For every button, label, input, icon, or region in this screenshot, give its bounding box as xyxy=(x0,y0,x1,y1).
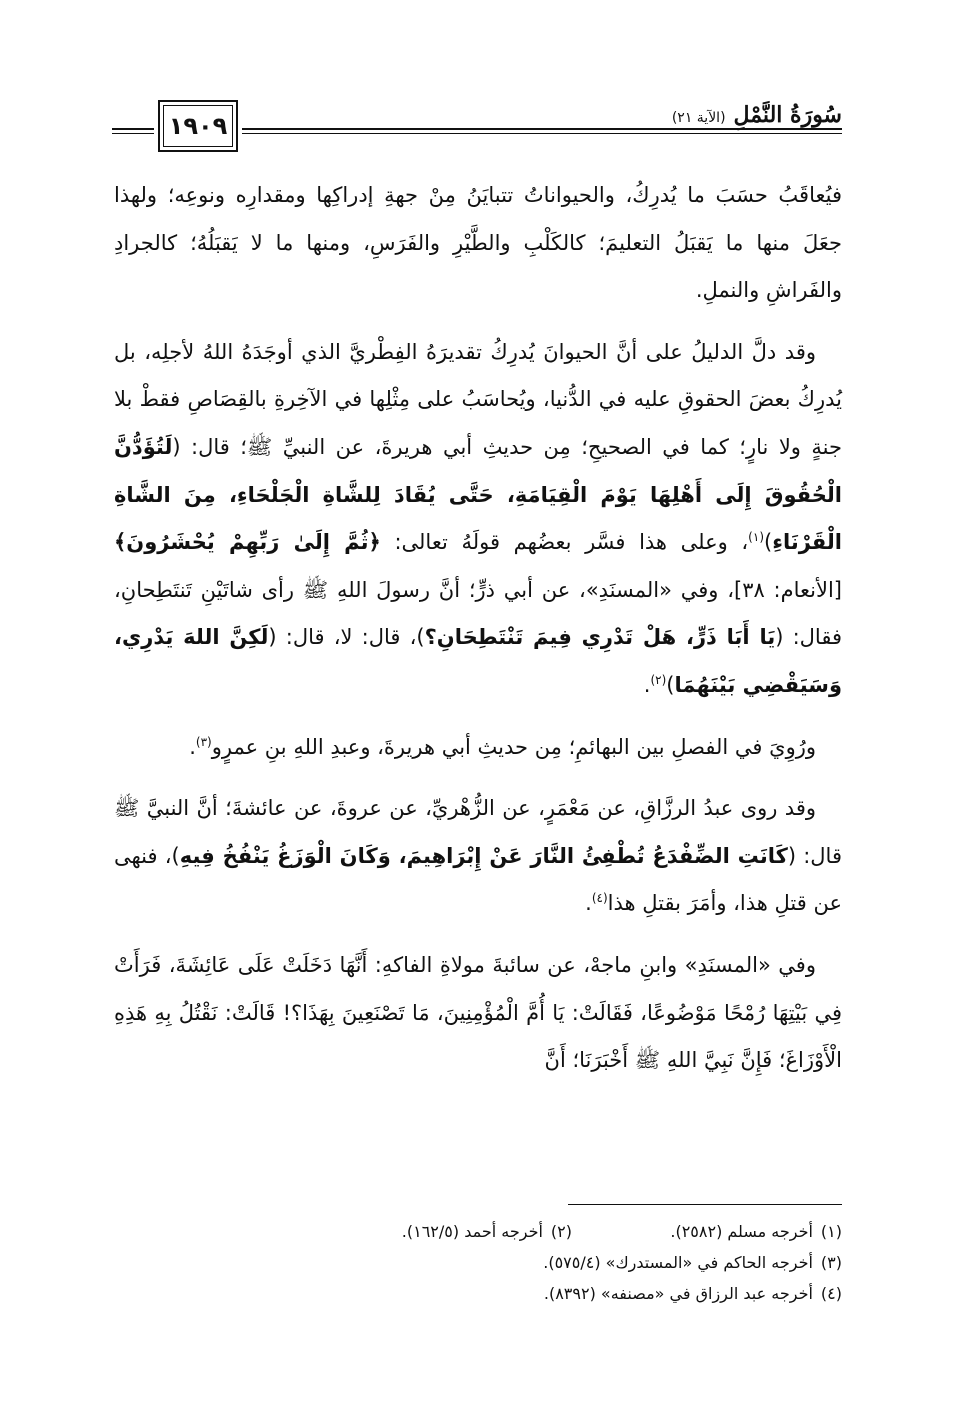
running-title xyxy=(662,102,842,128)
footnote-ref-4: (٤) xyxy=(591,891,608,906)
paragraph-4 xyxy=(114,785,842,928)
footnote-text: أخرجه الحاكم في «المستدرك» (٥٧٥/٤). xyxy=(543,1253,813,1272)
page-number: ١٩٠٩ xyxy=(163,105,233,147)
paragraph-4-text-a: وقد روى عبدُ الرزَّاقِ، عن مَعْمَرٍ، عن الزُّهْريِّ، عن عروةَ، عن عائشةَ؛ أنَّ النبيَّ ﷺ قال: ( xyxy=(114,796,842,868)
footnote-ref-1: (١) xyxy=(748,530,764,545)
paragraph-3-text: ورُوِيَ في الفصلِ بين البهائمِ؛ مِن حديثِ أبي هريرةَ، وعبدِ اللهِ بنِ عمرٍو xyxy=(211,734,816,759)
footnote-text: أخرجه عبد الرزاق في «مصنفه» (٨٣٩٢). xyxy=(543,1284,813,1303)
hadith-quote-1: لَتُؤَدُّنَّ الْحُقُوقَ إِلَى أَهْلِهَا يَوْمَ الْقِيَامَةِ، حَتَّى يُقَادَ لِلشَّاةِ الْجَلْحَاءِ، مِنَ الشَّاةِ الْقَرْنَاءِ xyxy=(114,434,842,555)
footnotes xyxy=(114,1216,842,1309)
footnote-3 xyxy=(543,1247,842,1278)
footnote-2 xyxy=(402,1216,572,1247)
footnote-text: أخرجه مسلم (٢٥٨٢). xyxy=(670,1222,813,1241)
page-header xyxy=(112,100,842,160)
paragraph-1: فيُعاقَبُ حسَبَ ما يُدرِكُ، والحيواناتُ تتبايَنُ مِنْ جهةِ إدراكِها ومقدارِه ونوعِه؛ ولهذا جعَلَ منها ما يَقبَلُ التعليمَ؛ كالكَلْبِ والطَّيْرِ والفَرَسِ، ومنها ما لا يَقبَلُهُ؛ كالجرادِ والفَراشِ والنملِ. xyxy=(114,183,842,303)
paragraph-2-text-c: [الأنعام: ٣٨]، وفي «المسنَدِ»، عن أبي ذرٍّ؛ أنَّ رسولَ اللهِ ﷺ رأى شاتَيْنِ تَنتَطِحانِ، فقال: ( xyxy=(114,577,842,650)
footnote-number: (١) xyxy=(820,1222,842,1241)
footnote-ref-3: (٣) xyxy=(195,734,212,749)
paragraph-3-end: . xyxy=(189,734,196,759)
hadith-quote-3: لَكِنَّ اللهَ يَدْرِي، وَسَيَقْضِي بَيْنَهُمَا xyxy=(114,625,842,697)
surah-name: سُورَةُ النَّمْلِ xyxy=(733,102,842,128)
footnote-number: (٣) xyxy=(820,1253,842,1272)
ayah-reference: (الآية ٢١) xyxy=(671,110,726,126)
footnote-row xyxy=(114,1278,842,1309)
footnote-1 xyxy=(572,1216,842,1247)
footnote-number: (٢) xyxy=(550,1222,572,1241)
paragraph-2-text-d: )، قال: لا، قال: ( xyxy=(268,625,425,650)
footnote-row xyxy=(114,1216,842,1247)
paragraph-5: وفي «المسنَدِ» وابنِ ماجهْ، عن سائبةَ مولاةِ الفاكهِ: أَنَّهَا دَخَلَتْ عَلَى عَائِشَةَ، فَرَأَتْ فِي بَيْتِهَا رُمْحًا مَوْضُوعًا، فَقَالَتْ: يَا أُمَّ الْمُؤْمِنِينَ، مَا تَصْنَعِينَ بِهَذَا؟! قَالَتْ: نَقْتُلُ بِهِ هَذِهِ الْأَوْزَاغَ؛ فَإِنَّ نَبِيَّ اللهِ ﷺ أَخْبَرَنَا؛ أَنَّ xyxy=(114,952,842,1073)
hadith-quote-2: يَا أَبَا ذَرٍّ، هَلْ تَدْرِي فِيمَ تَنْتَطِحَانِ؟ xyxy=(424,625,776,650)
main-text xyxy=(114,172,842,1099)
page-number-frame xyxy=(158,100,238,152)
paragraph-2-end: . xyxy=(643,672,651,697)
header-rule xyxy=(242,128,842,134)
paragraph-4-text-b: )، فنهى عن قتلِ هذا، وأمَرَ بقتلِ هذا xyxy=(114,843,842,916)
paragraph-2-text-b: ، وعلى هذا فسَّر بعضُهم قولَهُ تعالى: xyxy=(380,530,749,555)
header-rule-left xyxy=(112,128,154,134)
footnote-text: أخرجه أحمد (١٦٢/٥). xyxy=(401,1222,543,1241)
paragraph-2-text-a: وقد دلَّ الدليلُ على أنَّ الحيوانَ يُدرِكُ تقديرَهُ الفِطْريَّ الذي أوجَدَهُ اللهُ لأجلِه، بل يُدرِكُ بعضَ الحقوقِ عليه في الدُّنيا، ويُحاسَبُ على مِثْلِها في الآخِرةِ بالقِصَاصِ فقطْ بلا جنةٍ ولا نارٍ؛ كما في الصحيحِ؛ مِن حديثِ أبي هريرةَ، عن النبيِّ ﷺ؛ قال: ( xyxy=(114,339,842,459)
footnote-separator xyxy=(568,1204,842,1205)
paragraph-4-end: . xyxy=(585,891,592,916)
paragraph-2: وقد دلَّ الدليلُ على أنَّ الحيوانَ يُدرِكُ تقديرَهُ الفِطْريَّ الذي أوجَدَهُ اللهُ لأجلِه، بل يُدرِكُ بعضَ الحقوقِ عليه في الدُّنيا، ويُحاسَبُ على مِثْلِها في الآخِرةِ بالقِصَاصِ فقطْ بلا جنةٍ ولا نارٍ؛ كما في الصحيحِ؛ مِن حديثِ أبي هريرةَ، عن النبيِّ ﷺ؛ قال: (لَتُؤَدُّنَّ الْحُقُوقَ إِلَى أَهْلِهَا يَوْمَ الْقِيَامَةِ، حَتَّى يُقَادَ لِلشَّاةِ الْجَلْحَاءِ، مِنَ الشَّاةِ الْقَرْنَاءِ)$^{(١)}$، وعلى هذا فسَّر بعضُهم قولَهُ تعالى: ﴿ثُمَّ إِلَىٰ رَبِّهِمْ يُحْشَرُونَ﴾ [الأنعام: ٣٨]، وفي «المسنَدِ»، عن أبي ذرٍّ؛ أنَّ رسولَ اللهِ ﷺ رأى شاتَيْنِ تَنتَطِحانِ، فقال: (يَا أَبَا ذَرٍّ، هَلْ تَدْرِي فِيمَ تَنْتَطِحَانِ؟)، قال: لا، قال: (لَكِنَّ اللهَ يَدْرِي، وَسَيَقْضِي بَيْنَهُمَا)$^{(٢)}$. xyxy=(114,339,842,697)
paragraph-3 xyxy=(114,724,842,772)
footnote-row xyxy=(114,1247,842,1278)
hadith-quote-4: كَانَتِ الضِّفْدَعُ تُطْفِئُ النَّارَ عَنْ إِبْرَاهِيمَ، وَكَانَ الْوَزَغُ يَنْفُخُ فِيهِ xyxy=(179,843,788,868)
footnote-number: (٤) xyxy=(820,1284,842,1303)
footnote-ref-2: (٢) xyxy=(650,672,667,687)
quran-verse: ﴿ثُمَّ إِلَىٰ رَبِّهِمْ يُحْشَرُونَ﴾ xyxy=(114,530,381,555)
footnote-4 xyxy=(544,1278,842,1309)
